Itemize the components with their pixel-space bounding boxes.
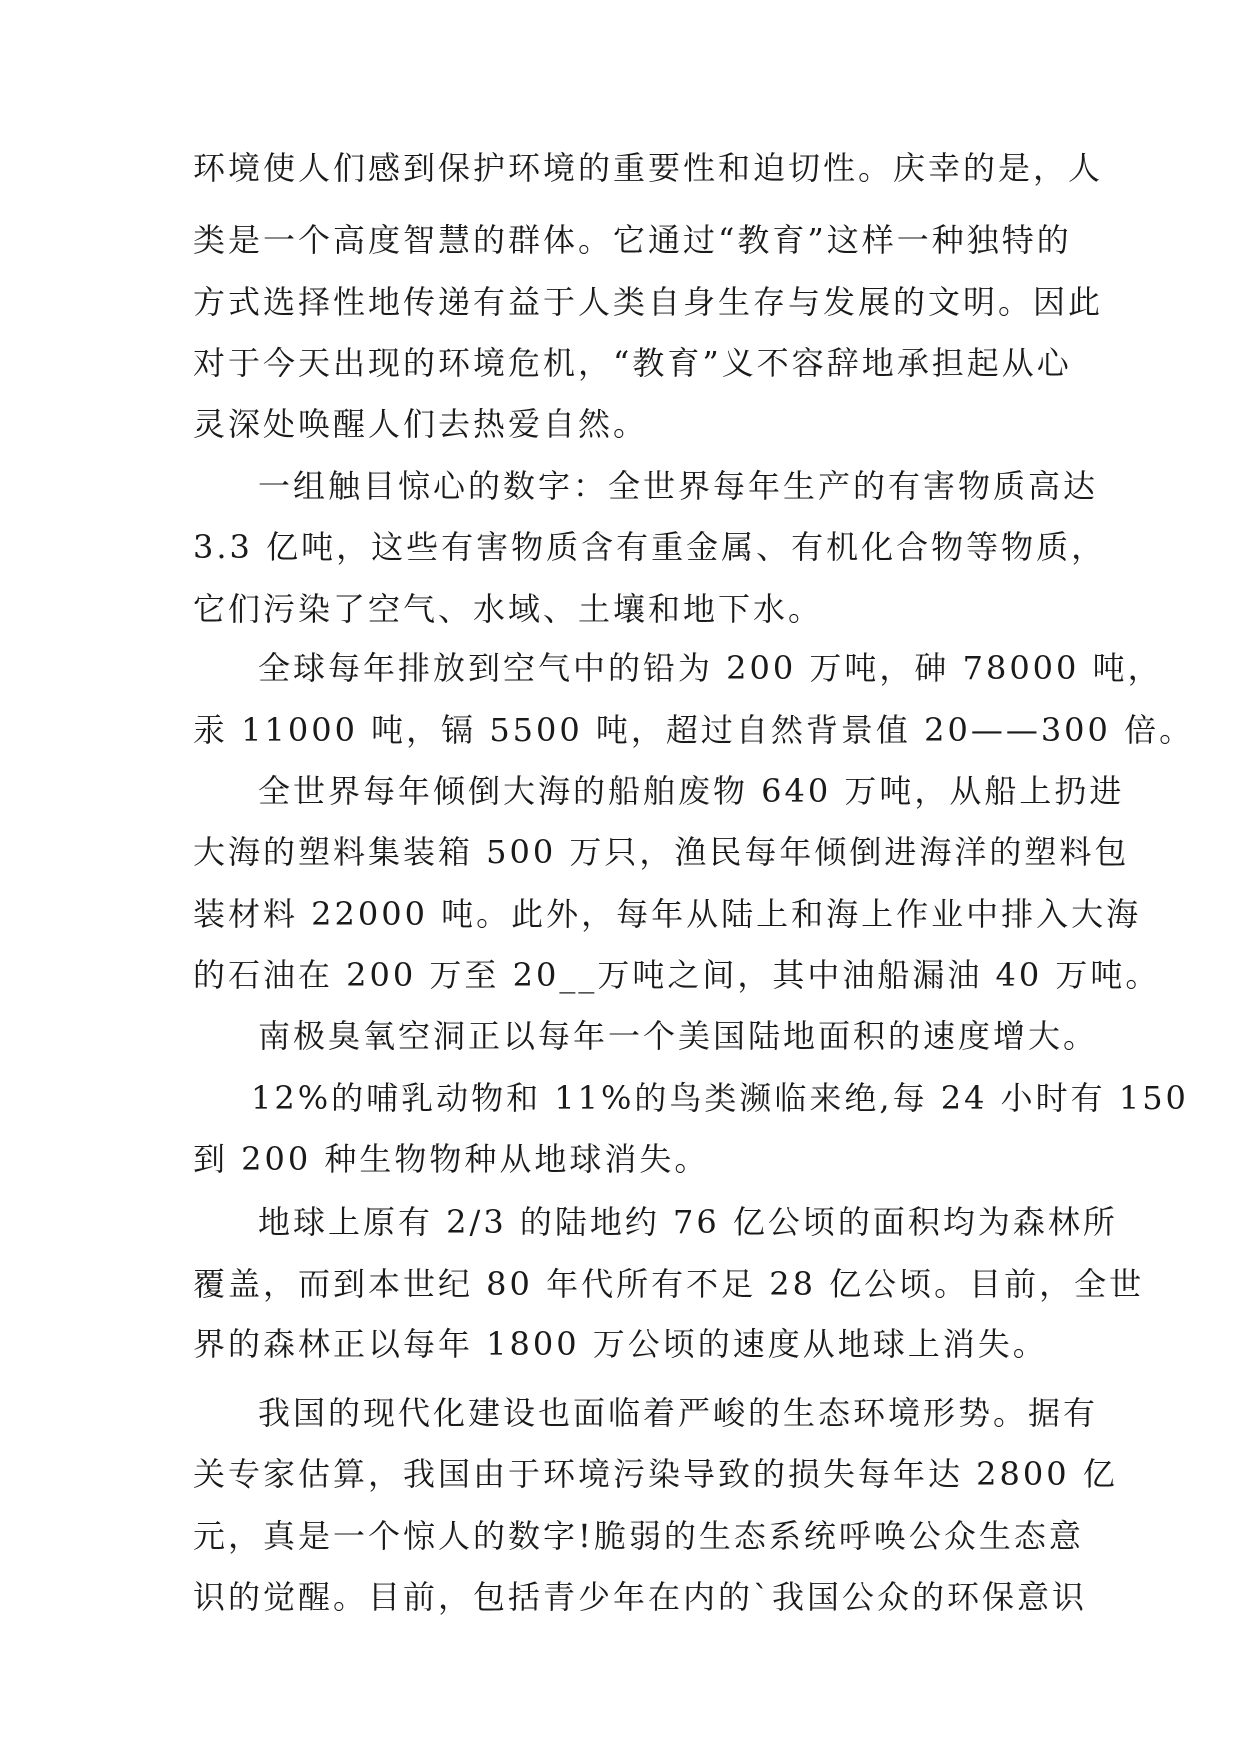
text-line-content: 类是一个高度智慧的群体。它通过“教育”这样一种独特的 xyxy=(193,221,1072,259)
paragraph-first-line xyxy=(0,1383,1241,1443)
text-line-content: 对于今天出现的环境危机，“教育”义不容辞地承担起从心 xyxy=(193,344,1072,382)
paragraph-first-line xyxy=(0,1068,1241,1128)
text-line-content: 汞 11000 吨，镉 5500 吨，超过自然背景值 20——300 倍。 xyxy=(193,711,1195,749)
text-line xyxy=(0,1129,1241,1189)
text-line xyxy=(0,210,1241,270)
text-line-content: 灵深处唤醒人们去热爱自然。 xyxy=(193,405,649,443)
text-line-content: 全球每年排放到空气中的铅为 200 万吨，砷 78000 吨， xyxy=(258,649,1163,687)
text-line-content: 南极臭氧空洞正以每年一个美国陆地面积的速度增大。 xyxy=(258,1017,1099,1055)
paragraph-first-line xyxy=(0,1006,1241,1066)
text-line xyxy=(0,138,1241,198)
text-line-content: 大海的塑料集装箱 500 万只，渔民每年倾倒进海洋的塑料包 xyxy=(193,833,1130,871)
text-line-content: 装材料 22000 吨。此外，每年从陆上和海上作业中排入大海 xyxy=(193,895,1142,933)
text-line-content: 到 200 种生物物种从地球消失。 xyxy=(193,1140,710,1178)
paragraph-first-line xyxy=(0,1192,1241,1252)
text-line-content: 覆盖，而到本世纪 80 年代所有不足 28 亿公顷。目前，全世 xyxy=(193,1265,1145,1303)
text-line xyxy=(0,700,1241,760)
text-line xyxy=(0,1254,1241,1314)
paragraph-first-line xyxy=(0,456,1241,516)
text-line-content: 识的觉醒。目前，包括青少年在内的`我国公众的环保意识 xyxy=(193,1578,1088,1616)
paragraph-first-line xyxy=(0,638,1241,698)
text-line xyxy=(0,272,1241,332)
text-line-content: 元，真是一个惊人的数字!脆弱的生态系统呼唤公众生态意 xyxy=(193,1517,1084,1555)
text-line-content: 关专家估算，我国由于环境污染导致的损失每年达 2800 亿 xyxy=(193,1455,1118,1493)
text-line xyxy=(0,579,1241,639)
text-line xyxy=(0,1444,1241,1504)
text-line-content: 地球上原有 2/3 的陆地约 76 亿公顷的面积均为森林所 xyxy=(258,1203,1118,1241)
paragraph-first-line xyxy=(0,761,1241,821)
text-line-content: 全世界每年倾倒大海的船舶废物 640 万吨，从船上扔进 xyxy=(258,772,1125,810)
text-line xyxy=(0,394,1241,454)
text-line xyxy=(0,1506,1241,1566)
text-line-content: 界的森林正以每年 1800 万公顷的速度从地球上消失。 xyxy=(193,1325,1048,1363)
text-line xyxy=(0,1567,1241,1627)
text-line-content: 3.3 亿吨，这些有害物质含有重金属、有机化合物等物质， xyxy=(193,528,1107,566)
text-line xyxy=(0,884,1241,944)
text-line xyxy=(0,1314,1241,1374)
text-line-content: 环境使人们感到保护环境的重要性和迫切性。庆幸的是，人 xyxy=(193,149,1104,187)
text-line-content: 12%的哺乳动物和 11%的鸟类濒临来绝,每 24 小时有 150 xyxy=(251,1079,1189,1117)
text-line-content: 它们污染了空气、水域、土壤和地下水。 xyxy=(193,590,824,628)
text-line-content: 我国的现代化建设也面临着严峻的生态环境形势。据有 xyxy=(258,1394,1099,1432)
text-line xyxy=(0,945,1241,1005)
text-line xyxy=(0,822,1241,882)
text-line-content: 方式选择性地传递有益于人类自身生存与发展的文明。因此 xyxy=(193,283,1104,321)
text-line-content: 的石油在 200 万至 20__万吨之间，其中油船漏油 40 万吨。 xyxy=(193,956,1161,994)
text-line xyxy=(0,333,1241,393)
text-line xyxy=(0,517,1241,577)
text-line-content: 一组触目惊心的数字：全世界每年生产的有害物质高达 xyxy=(258,467,1099,505)
